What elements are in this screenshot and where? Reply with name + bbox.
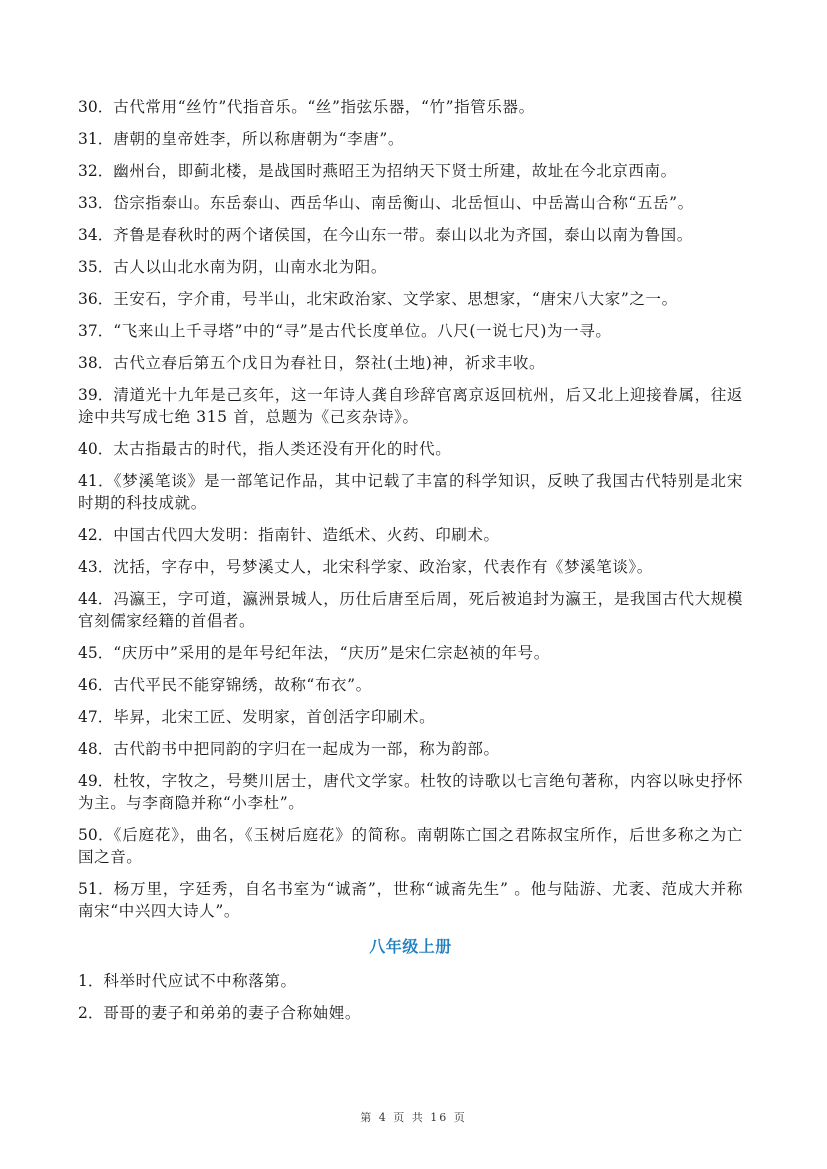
list-item-40 [78,438,743,460]
item-text: 哥哥的妻子和弟弟的妻子合称妯娌。 [103,1004,361,1022]
item-text: 唐朝的皇帝姓李，所以称唐朝为“李唐”。 [113,130,404,148]
item-text: 幽州台，即蓟北楼，是战国时燕昭王为招纳天下贤士所建，故址在今北京西南。 [113,162,677,180]
item-text: 沈括，字存中，号梦溪丈人，北宋科学家、政治家，代表作有《梦溪笔谈》。 [113,558,653,576]
list-item-44 [78,588,743,632]
item-number: 45． [78,644,114,662]
item-text: 杨万里，字廷秀，自名书室为“诚斋”，世称“诚斋先生” 。他与陆游、尤袤、范成大并称南宋“中兴四大诗人”。 [78,880,743,920]
item-text: 古人以山北水南为阴，山南水北为阳。 [113,258,387,276]
section-heading: 八年级上册 [369,937,452,956]
item-text: 科举时代应试不中称落第。 [103,972,297,990]
item-text: 毕昇，北宋工匠、发明家，首创活字印刷术。 [113,708,436,726]
item-number: 32． [78,162,114,180]
item-text: 《后庭花》，曲名，《玉树后庭花》的简称。南朝陈亡国之君陈叔宝所作，后世多称之为亡国之音。 [78,826,743,866]
list-item-35 [78,256,743,278]
list-item-46 [78,674,743,696]
item-number: 39． [78,386,114,404]
item-number: 40． [78,440,114,458]
item-number: 42． [78,526,114,544]
document-body [78,96,743,1034]
item-number: 38． [78,354,114,372]
item-number: 37． [78,322,114,340]
item-number: 43． [78,558,114,576]
item-number: 44． [78,590,114,608]
item-number: 36． [78,290,114,308]
list-item-30 [78,96,743,118]
item-text: 古代常用“丝竹”代指音乐。“丝”指弦乐器，“竹”指管乐器。 [113,98,535,116]
page-footer: 第 4 页 共 16 页 [360,1111,467,1124]
item-text: 杜牧，字牧之，号樊川居士，唐代文学家。杜牧的诗歌以七言绝句著称，内容以咏史抒怀为主。与李商隐并称“小李杜”。 [78,772,743,812]
item-text: “飞来山上千寻塔”中的“寻”是古代长度单位。八尺(一说七尺)为一寻。 [113,322,612,340]
item-text: 古代立春后第五个戊日为春社日，祭社(土地)神，祈求丰收。 [113,354,546,372]
item-text: 古代韵书中把同韵的字归在一起成为一部，称为韵部。 [113,740,500,758]
item-text: 太古指最古的时代，指人类还没有开化的时代。 [113,440,452,458]
list-item-37 [78,320,743,342]
list-item-2 [78,1002,743,1024]
list-item-47 [78,706,743,728]
item-number: 34． [78,226,114,244]
list-item-42 [78,524,743,546]
item-number: 48． [78,740,114,758]
list-item-36 [78,288,743,310]
list-item-38 [78,352,743,374]
item-text: 古代平民不能穿锦绣，故称“布衣”。 [113,676,372,694]
item-text: 冯瀛王，字可道，瀛洲景城人，历仕后唐至后周，死后被追封为瀛王，是我国古代大规模官刻儒家经籍的首倡者。 [78,590,743,630]
item-number: 41． [78,472,114,490]
list-item-41 [78,470,743,514]
item-number: 51． [78,880,114,898]
list-item-39 [78,384,743,428]
item-text: 齐鲁是春秋时的两个诸侯国，在今山东一带。泰山以北为齐国，泰山以南为鲁国。 [113,226,693,244]
list-item-32 [78,160,743,182]
list-item-51 [78,878,743,922]
item-number: 1． [78,972,104,990]
item-number: 31． [78,130,114,148]
list-item-34 [78,224,743,246]
item-number: 33． [78,194,114,212]
item-number: 47． [78,708,114,726]
list-item-48 [78,738,743,760]
list-item-31 [78,128,743,150]
item-number: 30． [78,98,114,116]
item-text: “庆历中”采用的是年号纪年法，“庆历”是宋仁宗赵祯的年号。 [113,644,550,662]
item-text: 《梦溪笔谈》是一部笔记作品，其中记载了丰富的科学知识，反映了我国古代特别是北宋时期的科技成就。 [78,472,744,512]
item-number: 35． [78,258,114,276]
list-item-49 [78,770,743,814]
item-text: 王安石，字介甫，号半山，北宋政治家、文学家、思想家，“唐宋八大家”之一。 [113,290,678,308]
list-item-43 [78,556,743,578]
item-number: 50． [78,826,114,844]
item-text: 清道光十九年是己亥年，这一年诗人龚自珍辞官离京返回杭州，后又北上迎接眷属，往返途中共写成七绝 315 首，总题为《己亥杂诗》。 [78,386,743,426]
list-item-1 [78,970,743,992]
item-text: 岱宗指泰山。东岳泰山、西岳华山、南岳衡山、北岳恒山、中岳嵩山合称“五岳”。 [113,194,694,212]
item-text: 中国古代四大发明：指南针、造纸术、火药、印刷术。 [113,526,500,544]
list-item-50 [78,824,743,868]
item-number: 49． [78,772,114,790]
list-item-45 [78,642,743,664]
item-number: 2． [78,1004,104,1022]
item-number: 46． [78,676,114,694]
list-item-33 [78,192,743,214]
